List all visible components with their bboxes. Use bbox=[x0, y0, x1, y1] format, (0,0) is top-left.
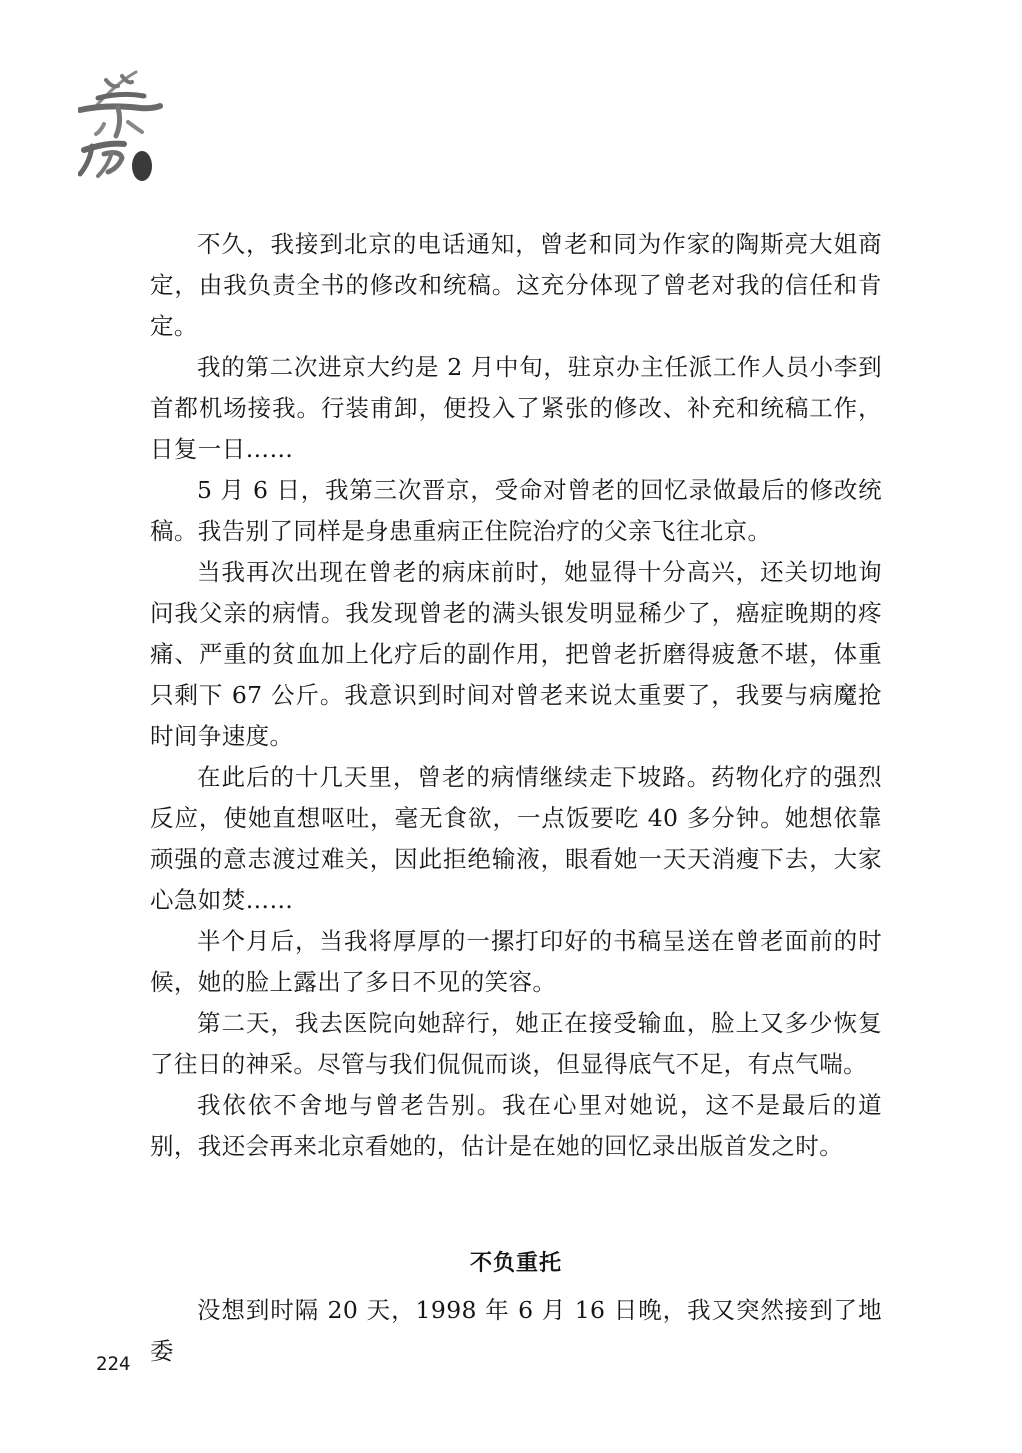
paragraph: 第二天，我去医院向她辞行，她正在接受输血，脸上又多少恢复了往日的神采。尽管与我们侃侃而谈，但显得底气不足，有点气喘。 bbox=[150, 1009, 882, 1078]
paragraph: 在此后的十几天里，曾老的病情继续走下坡路。药物化疗的强烈反应，使她直想呕吐，毫无食欲，一点饭要吃 40 多分钟。她想依靠顽强的意志渡过难关，因此拒绝输液，眼看她一天天消瘦下去，大家心急如焚…… bbox=[150, 763, 882, 914]
paragraph: 半个月后，当我将厚厚的一摞打印好的书稿呈送在曾老面前的时候，她的脸上露出了多日不见的笑容。 bbox=[150, 927, 882, 996]
paragraph: 不久，我接到北京的电话通知，曾老和同为作家的陶斯亮大姐商定，由我负责全书的修改和统稿。这充分体现了曾老对我的信任和肯定。 bbox=[150, 230, 882, 340]
paragraph: 我的第二次进京大约是 2 月中旬，驻京办主任派工作人员小李到首都机场接我。行装甫卸，便投入了紧张的修改、补充和统稿工作，日复一日…… bbox=[150, 353, 882, 463]
section-body bbox=[150, 1290, 882, 1372]
paragraph: 当我再次出现在曾老的病床前时，她显得十分高兴，还关切地询问我父亲的病情。我发现曾老的满头银发明显稀少了，癌症晚期的疼痛、严重的贫血加上化疗后的副作用，把曾老折磨得疲惫不堪，体重只剩下 67 公斤。我意识到时间对曾老来说太重要了，我要与病魔抢时间争速度。 bbox=[150, 558, 882, 750]
book-series-logo bbox=[78, 62, 168, 182]
paragraph: 我依依不舍地与曾老告别。我在心里对她说，这不是最后的道别，我还会再来北京看她的，估计是在她的回忆录出版首发之时。 bbox=[150, 1091, 882, 1160]
body-text bbox=[150, 224, 882, 1167]
page-number: 224 bbox=[96, 1353, 131, 1375]
section-heading: 不负重托 bbox=[469, 1251, 562, 1276]
paragraph: 没想到时隔 20 天，1998 年 6 月 16 日晚，我又突然接到了地委 bbox=[150, 1296, 882, 1365]
paragraph: 5 月 6 日，我第三次晋京，受命对曾老的回忆录做最后的修改统稿。我告别了同样是身患重病正住院治疗的父亲飞往北京。 bbox=[150, 476, 882, 545]
